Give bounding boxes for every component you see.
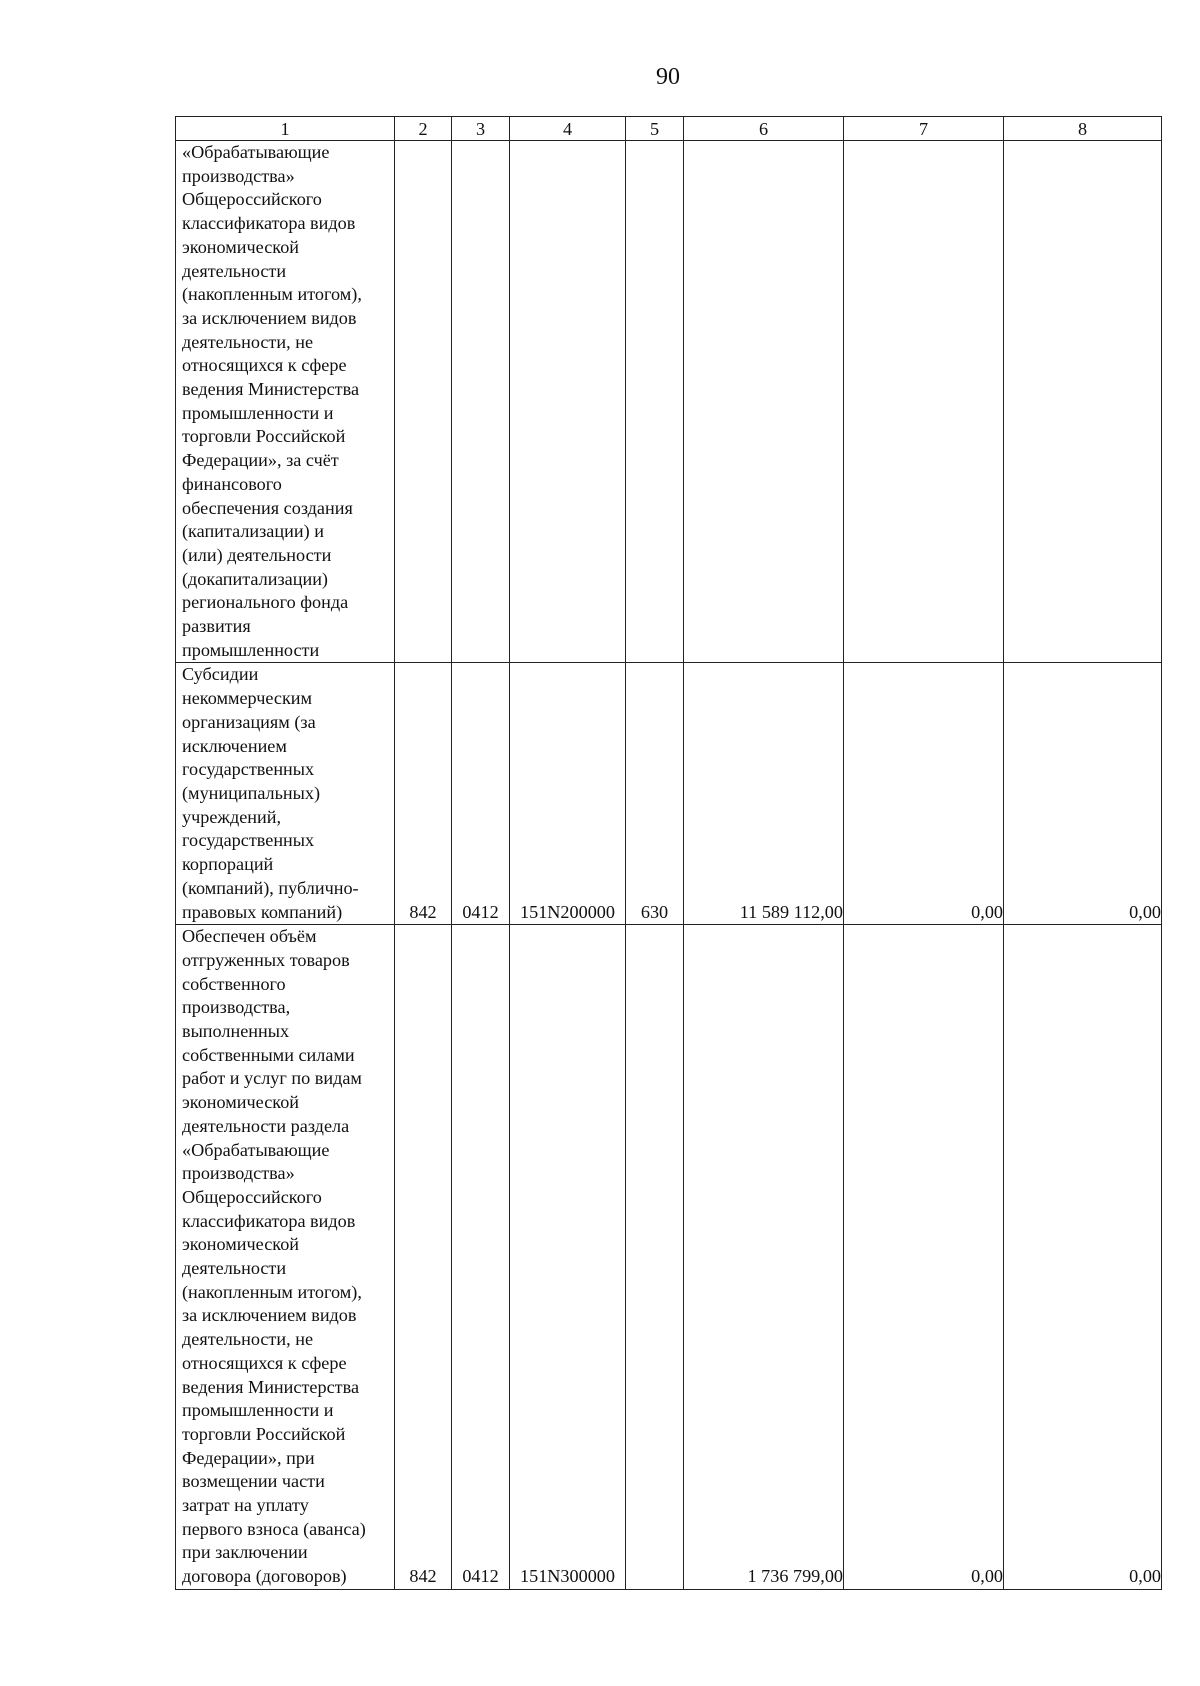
cell-section-code: 0412 — [452, 925, 510, 1590]
cell-target-code: 151N300000 — [510, 925, 626, 1590]
header-cell: 2 — [395, 117, 452, 141]
cell-target-code — [510, 141, 626, 663]
cell-amount-col6 — [684, 141, 844, 663]
cell-ministry-code: 842 — [395, 925, 452, 1590]
page-number: 90 — [656, 64, 680, 90]
header-cell: 1 — [176, 117, 395, 141]
cell-amount-col7 — [844, 141, 1004, 663]
cell-ministry-code: 842 — [395, 663, 452, 925]
header-cell: 6 — [684, 117, 844, 141]
header-cell: 3 — [452, 117, 510, 141]
table-row — [176, 663, 1162, 925]
header-cell: 4 — [510, 117, 626, 141]
cell-amount-col8 — [1004, 141, 1162, 663]
header-cell: 8 — [1004, 117, 1162, 141]
cell-amount-col6: 1 736 799,00 — [684, 925, 844, 1590]
header-cell: 5 — [626, 117, 684, 141]
row-description: «Обрабатывающие производства» Общероссийского классификатора видов экономической деятельности (накопленным итогом), за исключением видов деятельности, не относящихся к сфере ведения Министерства промышленности и торговли Российской Федерации», за счёт финансового обеспечения создания (капитализации) и (или) деятельности (докапитализации) регионального фонда развития промышленности — [176, 141, 395, 663]
table-row — [176, 925, 1162, 1590]
cell-target-code: 151N200000 — [510, 663, 626, 925]
row-description: Обеспечен объём отгруженных товаров собственного производства, выполненных собственными силами работ и услуг по видам экономической деятельности раздела «Обрабатывающие производства» Общероссийского классификатора видов экономической деятельности (накопленным итогом), за исключением видов деятельности, не относящихся к сфере ведения Министерства промышленности и торговли Российской Федерации», при возмещении части затрат на уплату первого взноса (аванса) при заключении договора (договоров) — [176, 925, 395, 1590]
table-row — [176, 141, 1162, 663]
cell-expense-type — [626, 141, 684, 663]
cell-ministry-code — [395, 141, 452, 663]
cell-amount-col7: 0,00 — [844, 925, 1004, 1590]
cell-amount-col7: 0,00 — [844, 663, 1004, 925]
budget-table — [175, 116, 1162, 1590]
cell-amount-col8: 0,00 — [1004, 925, 1162, 1590]
row-description: Субсидии некоммерческим организациям (за исключением государственных (муниципальных) учреждений, государственных корпораций (компаний), публично- правовых компаний) — [176, 663, 395, 925]
cell-section-code — [452, 141, 510, 663]
cell-section-code: 0412 — [452, 663, 510, 925]
cell-expense-type — [626, 925, 684, 1590]
cell-expense-type: 630 — [626, 663, 684, 925]
table-header-row — [176, 117, 1162, 141]
header-cell: 7 — [844, 117, 1004, 141]
cell-amount-col8: 0,00 — [1004, 663, 1162, 925]
cell-amount-col6: 11 589 112,00 — [684, 663, 844, 925]
